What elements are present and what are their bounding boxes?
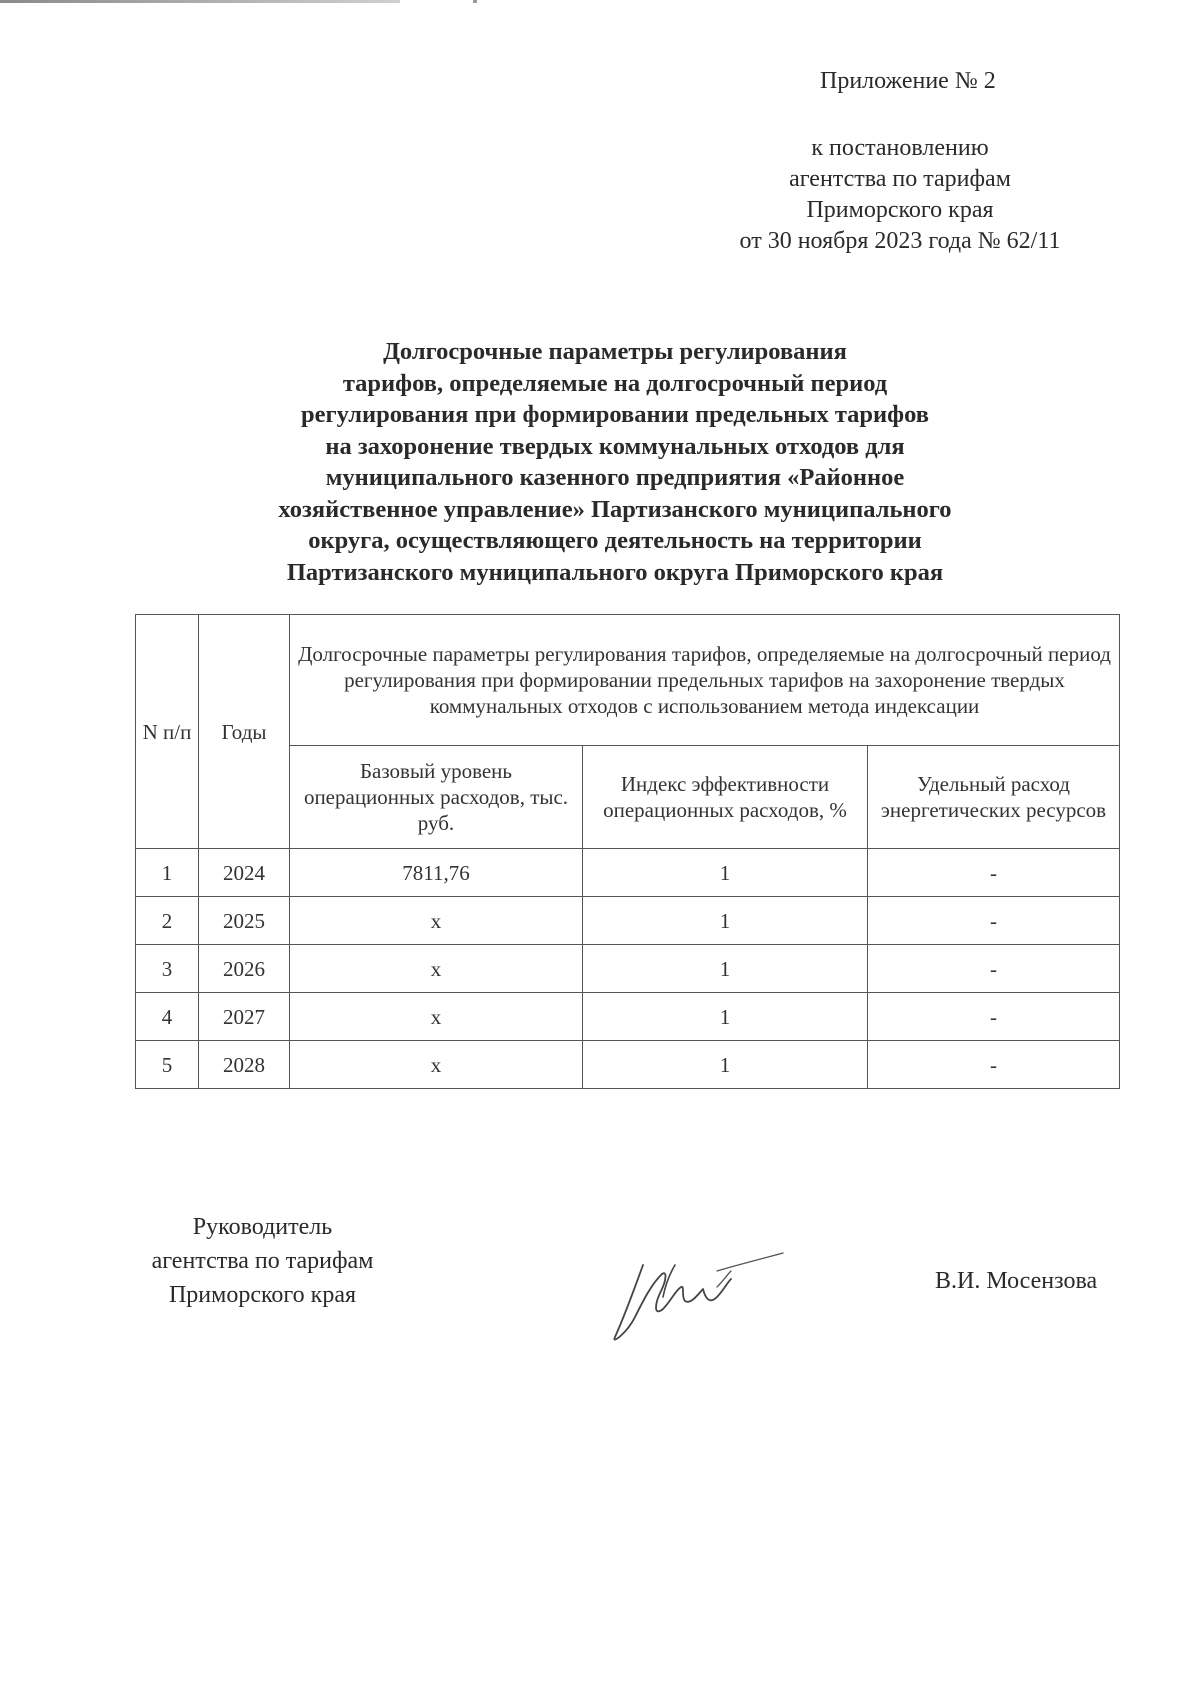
cell-year: 2025 [199, 897, 290, 945]
position-line: Приморского края [168, 1282, 357, 1308]
table-row [136, 993, 1120, 1041]
decree-line: к постановлению [811, 135, 989, 161]
cell-year: 2027 [199, 993, 290, 1041]
cell-base-level: х [290, 1041, 583, 1089]
cell-number: 3 [136, 945, 199, 993]
header-base-level: Базовый уровень операционных расходов, тыс. руб. [290, 746, 583, 849]
appendix-label: Приложение № 2 [820, 68, 996, 94]
cell-energy: - [868, 849, 1120, 897]
cell-base-level: х [290, 897, 583, 945]
cell-number: 1 [136, 849, 199, 897]
title-line: тарифов, определяемые на долгосрочный период [342, 369, 888, 397]
signatory-name: В.И. Мосензова [935, 1268, 1098, 1294]
parameters-table [135, 614, 1120, 1089]
document-title [195, 336, 1035, 588]
cell-efficiency-index: 1 [583, 1041, 868, 1089]
header-years: Годы [199, 615, 290, 849]
header-energy-consumption: Удельный расход энергетических ресурсов [868, 746, 1120, 849]
title-line: Долгосрочные параметры регулирования [383, 338, 847, 365]
header-efficiency-index: Индекс эффективности операционных расходов, % [583, 746, 868, 849]
cell-energy: - [868, 897, 1120, 945]
cell-efficiency-index: 1 [583, 897, 868, 945]
decree-line: агентства по тарифам [789, 166, 1011, 192]
title-line: муниципального казенного предприятия «Районное [325, 464, 905, 491]
cell-base-level: 7811,76 [290, 849, 583, 897]
title-line: на захоронение твердых коммунальных отходов для [325, 432, 905, 460]
signatory-position [120, 1210, 405, 1312]
cell-number: 4 [136, 993, 199, 1041]
position-line: Руководитель [192, 1214, 333, 1240]
table-row [136, 1041, 1120, 1089]
position-line: агентства по тарифам [151, 1248, 374, 1274]
decree-line: Приморского края [806, 197, 994, 223]
header-number: N п/п [136, 615, 199, 849]
cell-energy: - [868, 1041, 1120, 1089]
cell-energy: - [868, 993, 1120, 1041]
cell-energy: - [868, 945, 1120, 993]
table-row [136, 849, 1120, 897]
scan-artifact [473, 0, 477, 3]
decree-line: от 30 ноября 2023 года № 62/11 [739, 228, 1061, 254]
header-group: Долгосрочные параметры регулирования тарифов, определяемые на долгосрочный период регулирования при формировании предельных тарифов на захоронение твердых коммунальных отходов с использованием метода индексации [290, 615, 1120, 746]
table-row [136, 945, 1120, 993]
decree-reference [700, 133, 1100, 257]
cell-efficiency-index: 1 [583, 945, 868, 993]
title-line: округа, осуществляющего деятельность на территории [308, 527, 922, 554]
cell-number: 2 [136, 897, 199, 945]
cell-base-level: х [290, 945, 583, 993]
cell-efficiency-index: 1 [583, 849, 868, 897]
cell-number: 5 [136, 1041, 199, 1089]
cell-year: 2024 [199, 849, 290, 897]
table-header-row [136, 615, 1120, 746]
title-line: регулирования при формировании предельных тарифов [301, 401, 929, 428]
handwritten-signature-icon [605, 1235, 785, 1345]
cell-year: 2026 [199, 945, 290, 993]
title-line: хозяйственное управление» Партизанского муниципального [278, 495, 952, 523]
title-line: Партизанского муниципального округа Приморского края [286, 558, 944, 586]
scan-edge [0, 0, 400, 3]
table-row [136, 897, 1120, 945]
cell-efficiency-index: 1 [583, 993, 868, 1041]
cell-base-level: х [290, 993, 583, 1041]
cell-year: 2028 [199, 1041, 290, 1089]
